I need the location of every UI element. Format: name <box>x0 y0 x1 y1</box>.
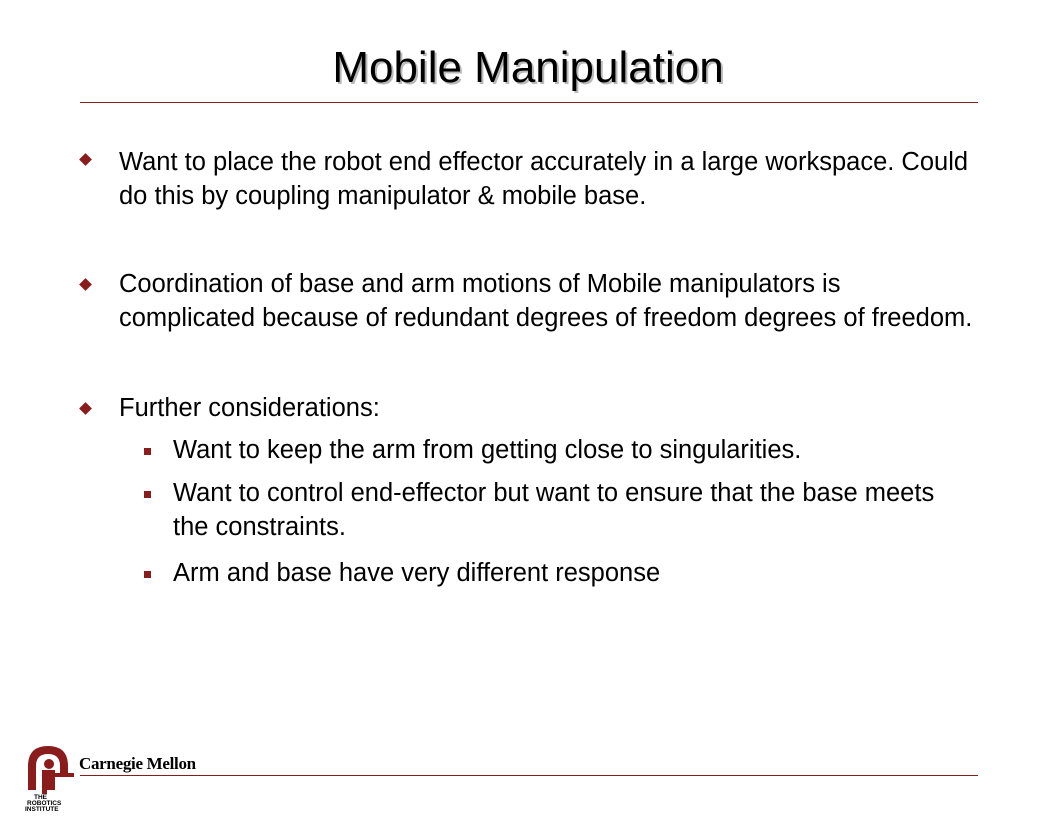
sub-bullet-text: Want to control end-effector but want to ensure that the base meets the constraints. <box>173 479 935 541</box>
svg-text:INSTITUTE: INSTITUTE <box>25 806 59 812</box>
footer-divider <box>80 775 978 776</box>
square-bullet-icon <box>144 571 151 578</box>
title-divider <box>80 102 978 103</box>
svg-text:ROBOTICS: ROBOTICS <box>27 800 62 807</box>
robotics-institute-logo <box>22 742 78 812</box>
bullet-text: Want to place the robot end effector accurately in a large workspace. Could do this by coupling manipulator & mobile base. <box>119 148 969 210</box>
bullet-text: Further considerations: <box>119 394 380 422</box>
square-bullet-icon <box>144 491 151 498</box>
sub-bullet-text: Want to keep the arm from getting close to singularities. <box>173 436 802 464</box>
sub-bullet-text: Arm and base have very different response <box>173 559 661 587</box>
svg-text:THE: THE <box>34 794 47 801</box>
slide-title: Mobile Manipulation <box>332 43 724 92</box>
diamond-bullet-icon <box>79 153 92 166</box>
diamond-bullet-icon <box>79 278 92 291</box>
diamond-bullet-icon <box>79 402 92 415</box>
bullet-text: Coordination of base and arm motions of Mobile manipulators is complicated because of redundant degrees of freedom degrees of freedom. <box>119 270 973 332</box>
university-wordmark: Carnegie Mellon <box>79 754 196 773</box>
square-bullet-icon <box>144 448 151 455</box>
